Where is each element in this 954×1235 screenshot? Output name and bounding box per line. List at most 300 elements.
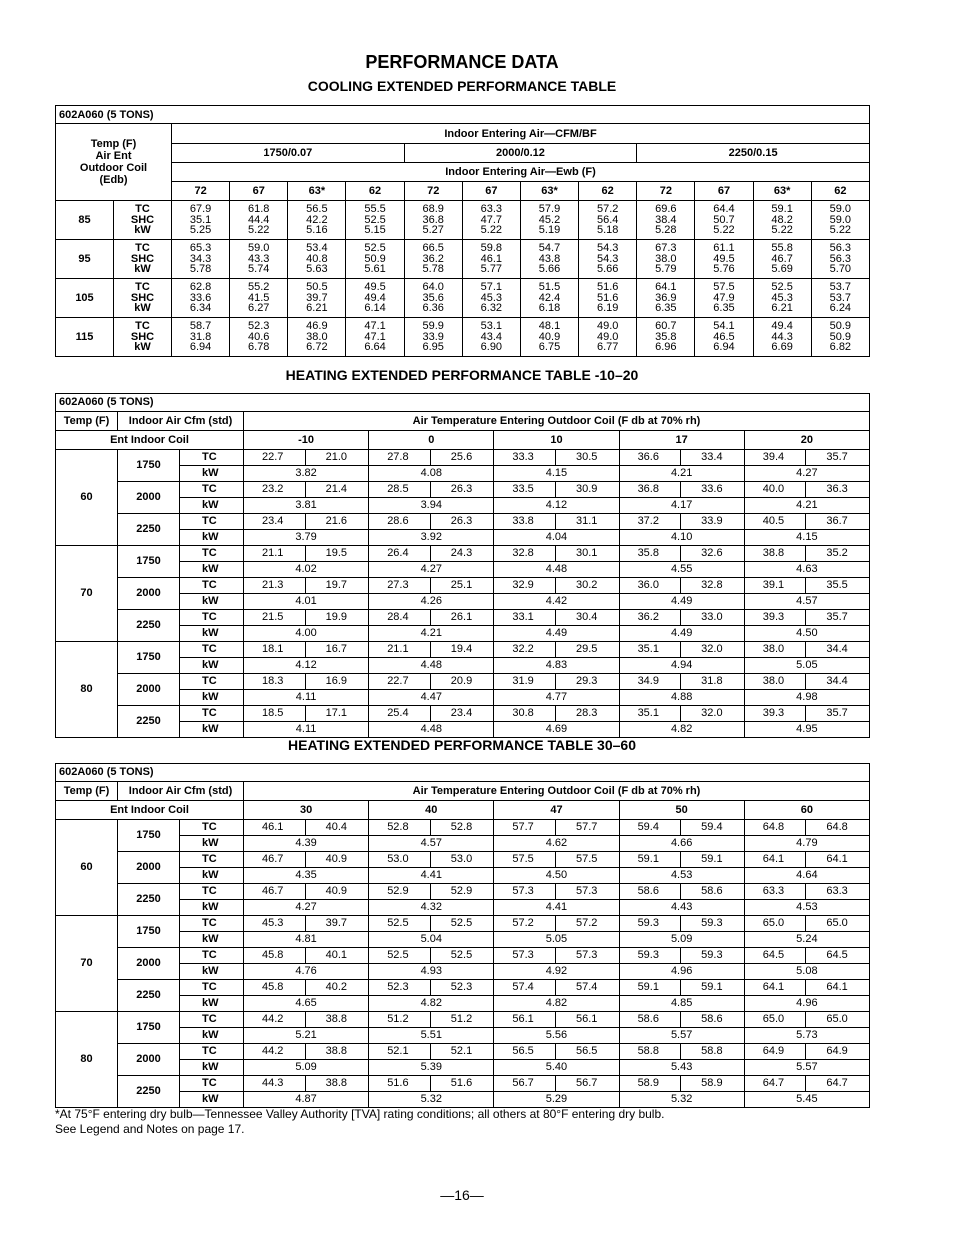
- kw-value: 5.09: [670, 933, 693, 945]
- tc-value-b: 59.3: [701, 949, 723, 961]
- indoor-temp: 70: [56, 916, 118, 1012]
- tc-value-a: 56.7: [494, 1076, 556, 1091]
- footnote-tva: *At 75°F entering dry bulb—Tennessee Valley Authority [TVA] rating conditions; all others at 80°F entering dry bulb.: [55, 1107, 665, 1121]
- air-temp-label: Air Temperature Entering Outdoor Coil (F db at 70% rh): [244, 782, 870, 801]
- tc-value-a: 25.4: [369, 706, 431, 721]
- outdoor-temp: 95: [56, 240, 114, 279]
- tc-value-b: 35.5: [826, 579, 848, 591]
- tc-value-a: 21.5: [244, 610, 306, 625]
- kw-label: kW: [202, 563, 219, 575]
- tc-label: TC: [180, 546, 243, 562]
- tc-label: TC: [180, 980, 243, 996]
- tc-value-a: 18.5: [244, 706, 306, 721]
- tc-value-a: 51.2: [369, 1012, 431, 1027]
- cooling-table-title: COOLING EXTENDED PERFORMANCE TABLE: [307, 78, 617, 94]
- data-cell: 54.7 43.8 5.66: [520, 240, 578, 279]
- row-labels: [180, 642, 244, 674]
- data-cell: [369, 884, 494, 916]
- tc-value-b: 16.9: [325, 675, 348, 687]
- tc-value-b: 35.2: [826, 547, 848, 559]
- kw-value: 5.24: [796, 933, 818, 945]
- table-row: [56, 852, 870, 884]
- ewb-col-8: 72: [637, 182, 695, 201]
- tc-value-b: 32.6: [701, 547, 723, 559]
- tc-value-a: 40.0: [745, 482, 807, 497]
- table-row: [56, 980, 870, 1012]
- tc-value-a: 22.7: [369, 674, 431, 689]
- data-cell: [619, 1076, 744, 1108]
- tc-value-a: 64.5: [745, 948, 807, 963]
- data-cell: 58.7 31.8 6.94: [172, 318, 230, 357]
- table-row: [56, 578, 870, 610]
- kw-value: 4.77: [545, 691, 568, 703]
- tc-value-a: 38.0: [745, 642, 807, 657]
- table-row: [56, 948, 870, 980]
- kw-value: 4.63: [796, 563, 818, 575]
- kw-value: 4.87: [295, 1093, 317, 1105]
- kw-value: 5.09: [295, 1061, 317, 1073]
- tc-value-a: 57.3: [494, 948, 556, 963]
- row-labels: [180, 852, 244, 884]
- tc-label: TC: [180, 706, 243, 722]
- data-cell: [619, 482, 744, 514]
- kw-value: 4.50: [796, 627, 818, 639]
- tc-label: TC: [180, 1076, 243, 1092]
- model-label: 602A060 (5 TONS): [56, 764, 870, 782]
- tc-value-b: 58.9: [701, 1077, 723, 1089]
- data-cell: [744, 1076, 869, 1108]
- tc-value-a: 33.8: [494, 514, 556, 529]
- data-cell: [744, 1044, 869, 1076]
- tc-value-a: 27.8: [369, 450, 431, 465]
- data-cell: [619, 916, 744, 948]
- tc-value-b: 16.7: [325, 643, 348, 655]
- page-number: —16—: [440, 1187, 484, 1203]
- kw-value: 4.12: [545, 499, 568, 511]
- tc-value-a: 52.3: [369, 980, 431, 995]
- tc-value-a: 21.1: [369, 642, 431, 657]
- cfm-group-2: 2250/0.15: [637, 144, 870, 163]
- data-cell: 64.4 50.7 5.22: [695, 201, 753, 240]
- table-row: [56, 610, 870, 642]
- ewb-col-11: 62: [811, 182, 869, 201]
- ewb-col-2: 63*: [288, 182, 346, 201]
- table-row: [56, 884, 870, 916]
- data-cell: 61.1 49.5 5.76: [695, 240, 753, 279]
- kw-value: 4.35: [295, 869, 317, 881]
- table-row: [56, 546, 870, 578]
- indoor-temp: 80: [56, 642, 118, 738]
- ewb-col-9: 67: [695, 182, 753, 201]
- tc-value-a: 64.8: [745, 820, 807, 835]
- kw-value: 5.43: [670, 1061, 693, 1073]
- tc-value-b: 21.6: [325, 515, 348, 527]
- kw-value: 4.49: [545, 627, 568, 639]
- data-cell: [744, 546, 869, 578]
- kw-value: 5.32: [670, 1093, 693, 1105]
- data-cell: [369, 1076, 494, 1108]
- tc-value-a: 27.3: [369, 578, 431, 593]
- kw-label: kW: [202, 869, 219, 881]
- tc-value-b: 52.1: [450, 1045, 473, 1057]
- kw-value: 4.93: [420, 965, 442, 977]
- data-cell: [744, 706, 869, 738]
- tc-value-b: 53.0: [450, 853, 473, 865]
- tc-label: TC: [180, 450, 243, 466]
- tc-value-a: 36.0: [620, 578, 682, 593]
- table-row: [56, 706, 870, 738]
- tc-value-a: 30.8: [494, 706, 556, 721]
- row-labels: [180, 482, 244, 514]
- data-cell: [369, 820, 494, 852]
- kw-value: 4.82: [420, 997, 442, 1009]
- kw-value: 4.57: [420, 837, 442, 849]
- col-header-4: 20: [744, 431, 869, 450]
- kw-label: kW: [202, 531, 219, 543]
- data-cell: [369, 916, 494, 948]
- data-cell: [369, 948, 494, 980]
- table-row: [56, 514, 870, 546]
- tc-value-a: 52.1: [369, 1044, 431, 1059]
- tc-value-b: 52.5: [450, 949, 473, 961]
- data-cell: [369, 706, 494, 738]
- tc-value-a: 39.1: [745, 578, 807, 593]
- tc-value-b: 33.9: [701, 515, 723, 527]
- tc-value-b: 51.2: [450, 1013, 473, 1025]
- data-cell: [494, 706, 619, 738]
- data-cell: [744, 610, 869, 642]
- cfm-value: 2000: [118, 674, 180, 706]
- tc-value-b: 52.5: [450, 917, 473, 929]
- data-cell: [744, 820, 869, 852]
- kw-value: 4.17: [670, 499, 693, 511]
- tc-value-a: 33.3: [494, 450, 556, 465]
- tc-value-b: 30.5: [575, 451, 598, 463]
- tc-value-a: 64.9: [745, 1044, 807, 1059]
- tc-value-a: 46.7: [244, 884, 306, 899]
- kw-value: 4.00: [295, 627, 317, 639]
- kw-value: 4.69: [545, 723, 568, 735]
- tc-value-b: 32.8: [701, 579, 723, 591]
- kw-value: 4.82: [670, 723, 693, 735]
- kw-label: kW: [202, 997, 219, 1009]
- data-cell: [494, 884, 619, 916]
- data-cell: 51.6 51.6 6.19: [579, 279, 637, 318]
- tc-value-b: 30.4: [575, 611, 598, 623]
- tc-value-b: 30.2: [575, 579, 598, 591]
- data-cell: [244, 1076, 369, 1108]
- kw-label: kW: [202, 965, 219, 977]
- indoor-temp: 70: [56, 546, 118, 642]
- data-cell: [494, 980, 619, 1012]
- data-cell: [494, 820, 619, 852]
- data-cell: [619, 610, 744, 642]
- tc-value-b: 58.8: [701, 1045, 723, 1057]
- tc-label: TC: [180, 916, 243, 932]
- data-cell: [619, 546, 744, 578]
- row-labels: [180, 1044, 244, 1076]
- data-cell: [369, 852, 494, 884]
- data-cell: [494, 514, 619, 546]
- data-cell: [244, 674, 369, 706]
- tc-value-a: 57.3: [494, 884, 556, 899]
- tc-value-a: 58.6: [620, 884, 682, 899]
- table-row: [56, 279, 870, 318]
- cfm-value: 2250: [118, 706, 180, 738]
- tc-value-b: 38.8: [325, 1045, 348, 1057]
- cfm-value: 2000: [118, 482, 180, 514]
- kw-label: kW: [202, 837, 219, 849]
- kw-value: 4.66: [670, 837, 693, 849]
- kw-value: 5.56: [545, 1029, 568, 1041]
- row-labels: [180, 546, 244, 578]
- kw-value: 4.81: [295, 933, 317, 945]
- kw-value: 4.55: [670, 563, 693, 575]
- data-cell: 49.5 49.4 6.14: [346, 279, 404, 318]
- data-cell: 55.8 46.7 5.69: [753, 240, 811, 279]
- kw-value: 4.76: [295, 965, 317, 977]
- row-labels: [180, 450, 244, 482]
- kw-label: kW: [202, 691, 219, 703]
- data-cell: 65.3 34.3 5.78: [172, 240, 230, 279]
- tc-value-b: 57.7: [575, 821, 598, 833]
- tc-value-b: 30.9: [575, 483, 598, 495]
- tc-value-a: 56.5: [494, 1044, 556, 1059]
- tc-value-b: 28.3: [575, 707, 598, 719]
- heating-table-1: [55, 393, 870, 738]
- tc-value-b: 40.2: [325, 981, 348, 993]
- indoor-temp: 60: [56, 820, 118, 916]
- tc-label: TC: [180, 578, 243, 594]
- tc-value-a: 39.4: [745, 450, 807, 465]
- col-header-0: 30: [244, 801, 369, 820]
- tc-value-b: 26.1: [450, 611, 473, 623]
- data-cell: [744, 948, 869, 980]
- kw-value: 4.49: [670, 627, 693, 639]
- kw-label: kW: [202, 499, 219, 511]
- tc-value-b: 57.3: [575, 885, 598, 897]
- tc-value-a: 46.1: [244, 820, 306, 835]
- tc-value-b: 33.4: [701, 451, 723, 463]
- kw-value: 5.45: [796, 1093, 818, 1105]
- data-cell: [619, 450, 744, 482]
- kw-label: kW: [202, 659, 219, 671]
- tc-value-b: 65.0: [826, 1013, 848, 1025]
- kw-value: 4.26: [420, 595, 442, 607]
- kw-label: kW: [202, 723, 219, 735]
- kw-value: 4.27: [796, 467, 818, 479]
- kw-value: 4.49: [670, 595, 693, 607]
- data-cell: [244, 642, 369, 674]
- data-cell: [369, 450, 494, 482]
- kw-value: 5.29: [545, 1093, 568, 1105]
- data-cell: 52.3 40.6 6.78: [230, 318, 288, 357]
- data-cell: 66.5 36.2 5.78: [404, 240, 462, 279]
- data-cell: [744, 1012, 869, 1044]
- tc-label: TC: [180, 1012, 243, 1028]
- cfm-value: 2000: [118, 578, 180, 610]
- data-cell: [244, 1012, 369, 1044]
- data-cell: 54.1 46.5 6.94: [695, 318, 753, 357]
- data-cell: [494, 948, 619, 980]
- data-cell: 63.3 47.7 5.22: [462, 201, 520, 240]
- kw-value: 4.48: [545, 563, 568, 575]
- tc-value-a: 52.5: [369, 916, 431, 931]
- data-cell: [744, 980, 869, 1012]
- data-cell: [744, 852, 869, 884]
- tc-value-a: 36.8: [620, 482, 682, 497]
- data-cell: [244, 916, 369, 948]
- tc-value-a: 64.1: [745, 980, 807, 995]
- kw-value: 3.82: [295, 467, 317, 479]
- col-header-1: 40: [369, 801, 494, 820]
- tc-value-b: 59.4: [701, 821, 723, 833]
- data-cell: [369, 642, 494, 674]
- kw-value: 4.11: [295, 691, 317, 703]
- tc-value-a: 39.3: [745, 706, 807, 721]
- table-row: [56, 450, 870, 482]
- tc-label: TC: [180, 1044, 243, 1060]
- tc-value-a: 39.3: [745, 610, 807, 625]
- tc-value-a: 36.6: [620, 450, 682, 465]
- tc-value-a: 21.1: [244, 546, 306, 561]
- data-cell: 54.3 54.3 5.66: [579, 240, 637, 279]
- tc-label: TC: [180, 820, 243, 836]
- kw-value: 4.64: [796, 869, 818, 881]
- data-cell: [494, 674, 619, 706]
- kw-label: kW: [202, 1061, 219, 1073]
- cfm-group-1: 2000/0.12: [404, 144, 637, 163]
- data-cell: [244, 514, 369, 546]
- data-cell: [619, 820, 744, 852]
- tc-value-b: 56.5: [575, 1045, 598, 1057]
- tc-value-a: 52.5: [369, 948, 431, 963]
- kw-value: 3.79: [295, 531, 317, 543]
- data-cell: 52.5 45.3 6.21: [753, 279, 811, 318]
- tc-value-a: 35.8: [620, 546, 682, 561]
- cfm-value: 1750: [118, 546, 180, 578]
- table-row: [56, 642, 870, 674]
- tc-value-b: 23.4: [450, 707, 473, 719]
- ewb-col-6: 63*: [520, 182, 578, 201]
- kw-value: 5.57: [796, 1061, 818, 1073]
- data-cell: [619, 852, 744, 884]
- tc-value-a: 45.8: [244, 980, 306, 995]
- kw-value: 4.82: [545, 997, 568, 1009]
- kw-value: 5.73: [796, 1029, 818, 1041]
- data-cell: [744, 674, 869, 706]
- data-cell: [744, 482, 869, 514]
- tc-value-a: 59.4: [620, 820, 682, 835]
- data-cell: [244, 450, 369, 482]
- kw-value: 4.96: [796, 997, 818, 1009]
- data-cell: 47.1 47.1 6.64: [346, 318, 404, 357]
- ewb-col-1: 67: [230, 182, 288, 201]
- tc-value-b: 19.9: [325, 611, 348, 623]
- data-cell: [619, 642, 744, 674]
- kw-value: 4.39: [295, 837, 317, 849]
- data-cell: 48.1 40.9 6.75: [520, 318, 578, 357]
- data-cell: 59.0 43.3 5.74: [230, 240, 288, 279]
- row-labels: [180, 610, 244, 642]
- tc-value-a: 31.9: [494, 674, 556, 689]
- data-cell: [619, 514, 744, 546]
- kw-value: 4.83: [545, 659, 568, 671]
- data-cell: 60.7 35.8 6.96: [637, 318, 695, 357]
- row-labels: [180, 916, 244, 948]
- tc-label: TC: [180, 482, 243, 498]
- tc-value-a: 57.7: [494, 820, 556, 835]
- tc-value-a: 58.9: [620, 1076, 682, 1091]
- temp-label: Temp (F): [56, 412, 118, 431]
- data-cell: [244, 482, 369, 514]
- tc-label: TC: [180, 514, 243, 530]
- kw-value: 5.08: [796, 965, 818, 977]
- data-cell: [494, 642, 619, 674]
- kw-value: 4.21: [420, 627, 442, 639]
- tc-value-a: 34.9: [620, 674, 682, 689]
- data-cell: [744, 916, 869, 948]
- tc-value-b: 35.7: [826, 611, 848, 623]
- col-header-4: 60: [744, 801, 869, 820]
- cfm-value: 2250: [118, 514, 180, 546]
- kw-value: 3.94: [420, 499, 442, 511]
- data-cell: [744, 642, 869, 674]
- data-cell: [619, 578, 744, 610]
- tc-value-b: 52.3: [450, 981, 473, 993]
- tc-value-a: 57.5: [494, 852, 556, 867]
- cfm-group-0: 1750/0.07: [172, 144, 405, 163]
- tc-value-b: 56.1: [575, 1013, 598, 1025]
- tc-value-b: 31.8: [701, 675, 723, 687]
- col-header-1: 0: [369, 431, 494, 450]
- tc-value-a: 65.0: [745, 1012, 807, 1027]
- ent-indoor-coil-label: Ent Indoor Coil: [56, 431, 244, 450]
- tc-value-b: 34.4: [826, 643, 848, 655]
- row-labels: [180, 980, 244, 1012]
- tc-label: TC: [180, 610, 243, 626]
- cfm-label: Indoor Air Cfm (std): [118, 782, 244, 801]
- data-cell: [244, 1044, 369, 1076]
- tc-value-b: 32.0: [701, 643, 723, 655]
- kw-value: 5.05: [796, 659, 818, 671]
- data-cell: [244, 820, 369, 852]
- cfm-value: 2250: [118, 610, 180, 642]
- data-cell: [244, 884, 369, 916]
- kw-value: 4.11: [295, 723, 317, 735]
- tc-value-a: 59.3: [620, 948, 682, 963]
- data-cell: [619, 1012, 744, 1044]
- tc-value-a: 28.6: [369, 514, 431, 529]
- kw-value: 5.40: [545, 1061, 568, 1073]
- tc-value-a: 18.3: [244, 674, 306, 689]
- kw-value: 4.79: [796, 837, 818, 849]
- tc-value-b: 35.7: [826, 707, 848, 719]
- kw-value: 4.48: [420, 723, 442, 735]
- row-labels: TC SHC kW: [114, 279, 172, 318]
- tc-value-b: 21.0: [325, 451, 348, 463]
- data-cell: [369, 610, 494, 642]
- cfm-value: 2000: [118, 852, 180, 884]
- data-cell: 59.0 59.0 5.22: [811, 201, 869, 240]
- data-cell: [744, 884, 869, 916]
- indoor-temp: 80: [56, 1012, 118, 1108]
- kw-value: 5.05: [545, 933, 568, 945]
- tc-value-a: 23.4: [244, 514, 306, 529]
- kw-value: 4.15: [545, 467, 568, 479]
- tc-value-a: 46.7: [244, 852, 306, 867]
- kw-label: kW: [202, 933, 219, 945]
